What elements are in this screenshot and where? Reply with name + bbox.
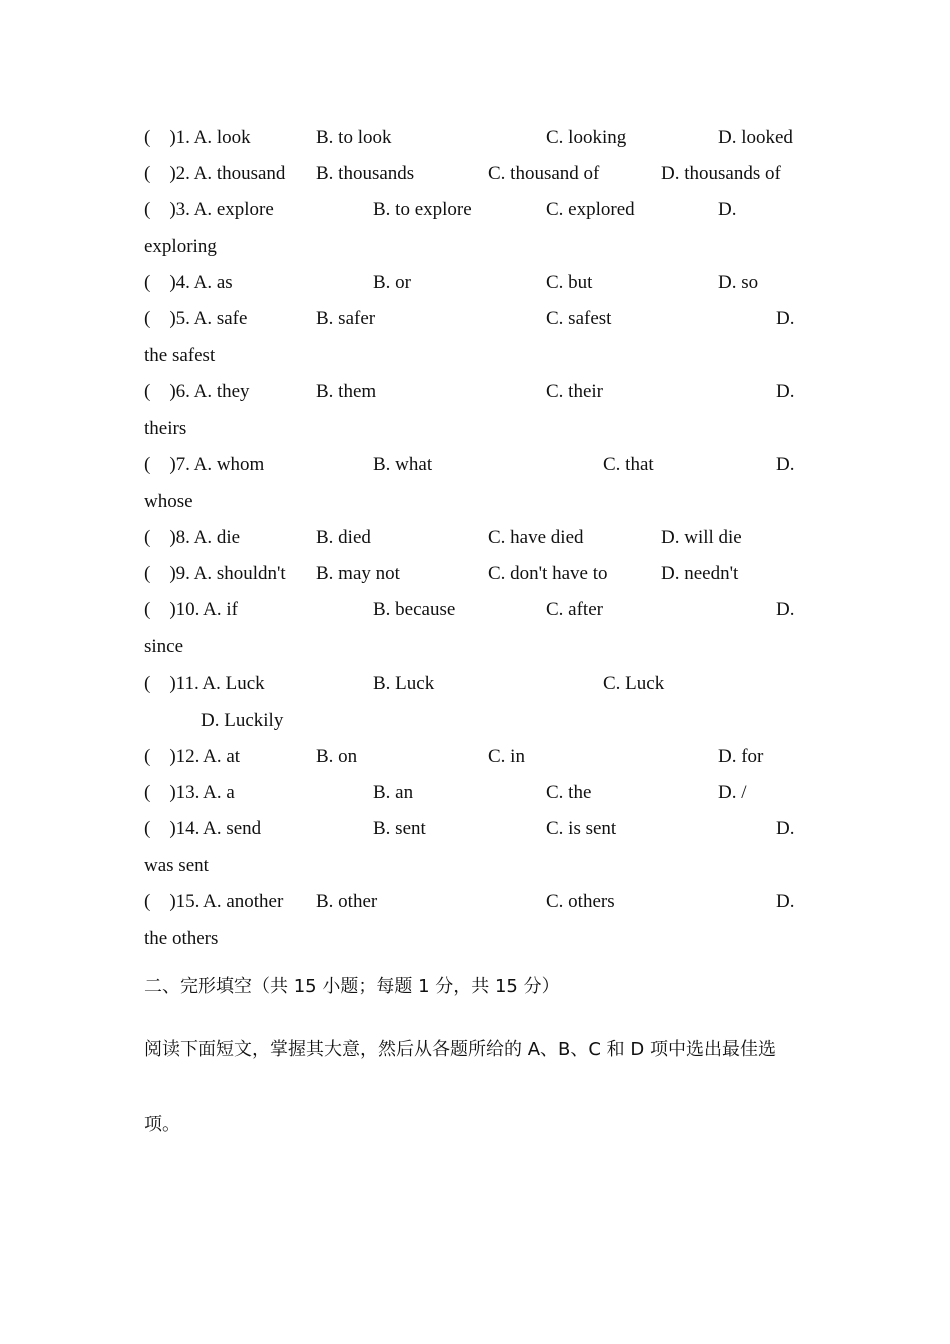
option-d: D. [776, 891, 795, 912]
option-d: D. for [718, 746, 764, 767]
option-d-text: the safest [144, 345, 216, 366]
question-number-option-a: ( )8. A. die [144, 527, 241, 548]
option-d: D. [718, 199, 737, 220]
question-row [0, 887, 950, 917]
option-c: C. safest [546, 308, 612, 329]
option-b: B. safer [316, 308, 376, 329]
option-d-text: exploring [144, 236, 217, 257]
question-number-option-a: ( )7. A. whom [144, 454, 265, 475]
option-c: C. Luck [603, 673, 665, 694]
option-c: C. don't have to [488, 563, 608, 584]
option-c: C. that [603, 454, 654, 475]
option-c: C. explored [546, 199, 635, 220]
question-number-option-a: ( )12. A. at [144, 746, 241, 767]
question-number-option-a: ( )1. A. look [144, 127, 251, 148]
option-c: C. after [546, 599, 603, 620]
option-c: C. looking [546, 127, 627, 148]
option-d: D. looked [718, 127, 793, 148]
option-d: D. [776, 599, 795, 620]
option-b: B. thousands [316, 163, 415, 184]
option-d: D. [776, 818, 795, 839]
question-row-continuation [0, 851, 950, 881]
option-c: C. have died [488, 527, 584, 548]
option-d: D. [776, 454, 795, 475]
option-d: D. thousands of [661, 163, 781, 184]
option-d-text: theirs [144, 418, 187, 439]
option-c: C. is sent [546, 818, 617, 839]
question-row-continuation [0, 706, 950, 736]
option-d-text: whose [144, 491, 193, 512]
option-b: B. on [316, 746, 358, 767]
option-b: B. what [373, 454, 433, 475]
option-c: C. the [546, 782, 592, 803]
option-d: D. so [718, 272, 759, 293]
question-row [0, 450, 950, 480]
option-d: D. will die [661, 527, 742, 548]
option-d: D. [776, 381, 795, 402]
option-d: D. Luckily [201, 710, 284, 731]
option-d-text: the others [144, 928, 219, 949]
question-number-option-a: ( )11. A. Luck [144, 673, 265, 694]
question-row-continuation [0, 632, 950, 662]
question-number-option-a: ( )14. A. send [144, 818, 262, 839]
option-b: B. to explore [373, 199, 472, 220]
question-row [0, 778, 950, 808]
option-b: B. sent [373, 818, 426, 839]
option-b: B. to look [316, 127, 392, 148]
question-row [0, 268, 950, 298]
question-row [0, 559, 950, 589]
question-number-option-a: ( )4. A. as [144, 272, 233, 293]
question-row-continuation [0, 487, 950, 517]
question-row [0, 159, 950, 189]
question-row-continuation [0, 232, 950, 262]
option-b: B. other [316, 891, 378, 912]
question-row [0, 742, 950, 772]
option-c: C. thousand of [488, 163, 600, 184]
question-row-continuation [0, 414, 950, 444]
question-row [0, 195, 950, 225]
question-row [0, 669, 950, 699]
option-c: C. in [488, 746, 525, 767]
option-b: B. because [373, 599, 456, 620]
option-d-text: since [144, 636, 184, 657]
question-number-option-a: ( )5. A. safe [144, 308, 248, 329]
question-row [0, 377, 950, 407]
section-instruction: 阅读下面短文，掌握其大意，然后从各题所给的 A、B、C 和 D 项中选出最佳选 [144, 1039, 776, 1060]
question-row [0, 304, 950, 334]
question-row-continuation [0, 341, 950, 371]
option-c: C. others [546, 891, 615, 912]
question-number-option-a: ( )15. A. another [144, 891, 284, 912]
option-b: B. an [373, 782, 414, 803]
question-number-option-a: ( )10. A. if [144, 599, 238, 620]
option-b: B. Luck [373, 673, 435, 694]
section-title: 二、完形填空（共 15 小题；每题 1 分，共 15 分） [144, 976, 560, 997]
question-number-option-a: ( )6. A. they [144, 381, 250, 402]
question-row [0, 595, 950, 625]
question-row-continuation [0, 924, 950, 954]
option-d: D. / [718, 782, 747, 803]
option-b: B. died [316, 527, 371, 548]
section-instruction-continuation: 项。 [144, 1114, 180, 1135]
question-number-option-a: ( )9. A. shouldn't [144, 563, 286, 584]
option-d: D. [776, 308, 795, 329]
question-number-option-a: ( )3. A. explore [144, 199, 274, 220]
option-d-text: was sent [144, 855, 209, 876]
option-b: B. them [316, 381, 377, 402]
question-number-option-a: ( )13. A. a [144, 782, 235, 803]
question-row [0, 814, 950, 844]
question-row [0, 523, 950, 553]
question-row [0, 123, 950, 153]
option-c: C. their [546, 381, 603, 402]
option-b: B. or [373, 272, 411, 293]
option-c: C. but [546, 272, 593, 293]
option-b: B. may not [316, 563, 400, 584]
option-d: D. needn't [661, 563, 739, 584]
question-number-option-a: ( )2. A. thousand [144, 163, 286, 184]
